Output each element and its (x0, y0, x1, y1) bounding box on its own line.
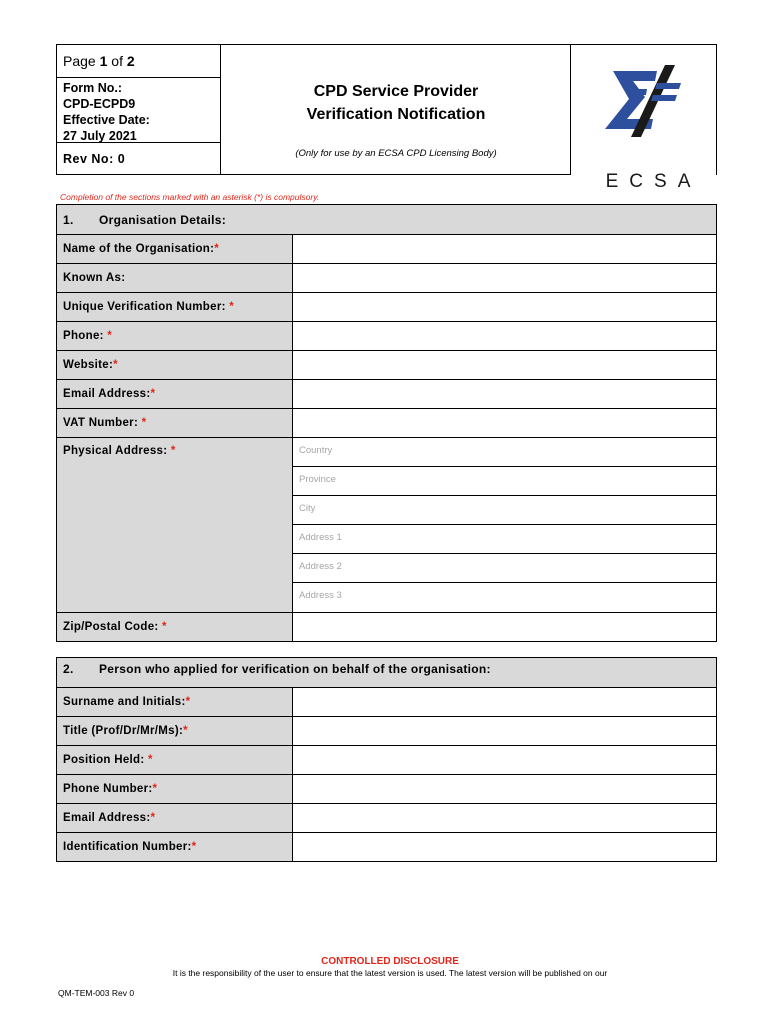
applicant-email-input[interactable] (293, 804, 716, 832)
zip-code-input[interactable] (293, 613, 716, 641)
page-of: of (111, 53, 123, 69)
title-line-2: Verification Notification (306, 106, 486, 123)
document-code: QM-TEM-003 Rev 0 (58, 988, 135, 998)
section-2-number: 2. (63, 662, 74, 676)
field-label: Name of the Organisation:* (57, 235, 293, 263)
field-label: Email Address:* (57, 804, 293, 832)
field-row-phone (57, 322, 716, 351)
section-2-header (57, 658, 716, 688)
document-title (221, 80, 571, 126)
field-row-email (57, 380, 716, 409)
section-1-header (57, 205, 716, 235)
page-indicator (57, 45, 220, 78)
surname-input[interactable] (293, 688, 716, 716)
field-row-title (57, 717, 716, 746)
field-row-applicant-email (57, 804, 716, 833)
vat-number-input[interactable] (293, 409, 716, 437)
page-current: 1 (99, 53, 108, 69)
address-2-placeholder: Address 2 (299, 561, 342, 572)
phone-number-input[interactable] (293, 775, 716, 803)
country-input[interactable] (293, 438, 716, 467)
province-placeholder: Province (299, 474, 336, 485)
organisation-name-input[interactable] (293, 235, 716, 263)
field-row-vat (57, 409, 716, 438)
field-label: Identification Number:* (57, 833, 293, 861)
title-line-1: CPD Service Provider (313, 83, 479, 100)
phone-input[interactable] (293, 322, 716, 350)
page-total: 2 (126, 53, 135, 69)
field-label: Phone Number:* (57, 775, 293, 803)
field-row-organisation-name (57, 235, 716, 264)
city-input[interactable] (293, 496, 716, 525)
field-row-identification (57, 833, 716, 861)
field-label: Position Held: * (57, 746, 293, 774)
page-label: Page (63, 53, 96, 69)
email-input[interactable] (293, 380, 716, 408)
rev-number: Rev No: 0 (63, 152, 126, 166)
address-3-placeholder: Address 3 (299, 590, 342, 601)
applicant-details-table (56, 657, 717, 862)
effective-date-value: 27 July 2021 (63, 129, 137, 143)
address-3-input[interactable] (293, 583, 716, 613)
title-input[interactable] (293, 717, 716, 745)
form-no-label: Form No.: (63, 81, 123, 95)
country-placeholder: Country (299, 445, 333, 456)
section-2-title: Person who applied for verification on behalf of the organisation: (99, 662, 491, 676)
website-input[interactable] (293, 351, 716, 379)
field-row-phone-number (57, 775, 716, 804)
province-input[interactable] (293, 467, 716, 496)
disclosure-text: It is the responsibility of the user to ensure that the latest version is used. The latest version will be published on our (172, 968, 608, 978)
known-as-input[interactable] (293, 264, 716, 292)
address-2-input[interactable] (293, 554, 716, 583)
form-no-value: CPD-ECPD9 (63, 97, 136, 111)
verification-number-input[interactable] (293, 293, 716, 321)
form-details (57, 78, 220, 143)
compulsory-notice: Completion of the sections marked with an asterisk (*) is compulsory. (60, 192, 320, 202)
field-label: Phone: * (57, 322, 293, 350)
position-input[interactable] (293, 746, 716, 774)
field-label: Zip/Postal Code: * (57, 613, 293, 641)
physical-address-label: Physical Address: * (57, 438, 293, 613)
field-row-verification-number (57, 293, 716, 322)
field-label: Title (Prof/Dr/Mr/Ms):* (57, 717, 293, 745)
address-1-placeholder: Address 1 (299, 532, 342, 543)
identification-number-input[interactable] (293, 833, 716, 861)
field-label: Email Address:* (57, 380, 293, 408)
section-1-title: Organisation Details: (99, 213, 226, 227)
ecsa-logo-icon (601, 65, 687, 137)
field-label: VAT Number: * (57, 409, 293, 437)
field-label: Known As: (57, 264, 293, 292)
organisation-details-table (56, 204, 717, 642)
controlled-disclosure-title: CONTROLLED DISCLOSURE (321, 956, 459, 967)
field-label: Website:* (57, 351, 293, 379)
field-row-position (57, 746, 716, 775)
form-info-panel (56, 44, 221, 175)
field-label: Surname and Initials:* (57, 688, 293, 716)
document-subtitle: (Only for use by an ECSA CPD Licensing Body) (295, 148, 497, 159)
address-1-input[interactable] (293, 525, 716, 554)
field-row-zip (57, 613, 716, 641)
field-row-website (57, 351, 716, 380)
field-label: Unique Verification Number: * (57, 293, 293, 321)
field-row-known-as (57, 264, 716, 293)
title-panel (221, 44, 571, 175)
field-row-surname (57, 688, 716, 717)
effective-date-label: Effective Date: (63, 113, 150, 127)
logo-panel (570, 44, 717, 192)
logo-wordmark: ECSA (605, 171, 702, 192)
city-placeholder: City (299, 503, 316, 514)
section-1-number: 1. (63, 213, 74, 227)
